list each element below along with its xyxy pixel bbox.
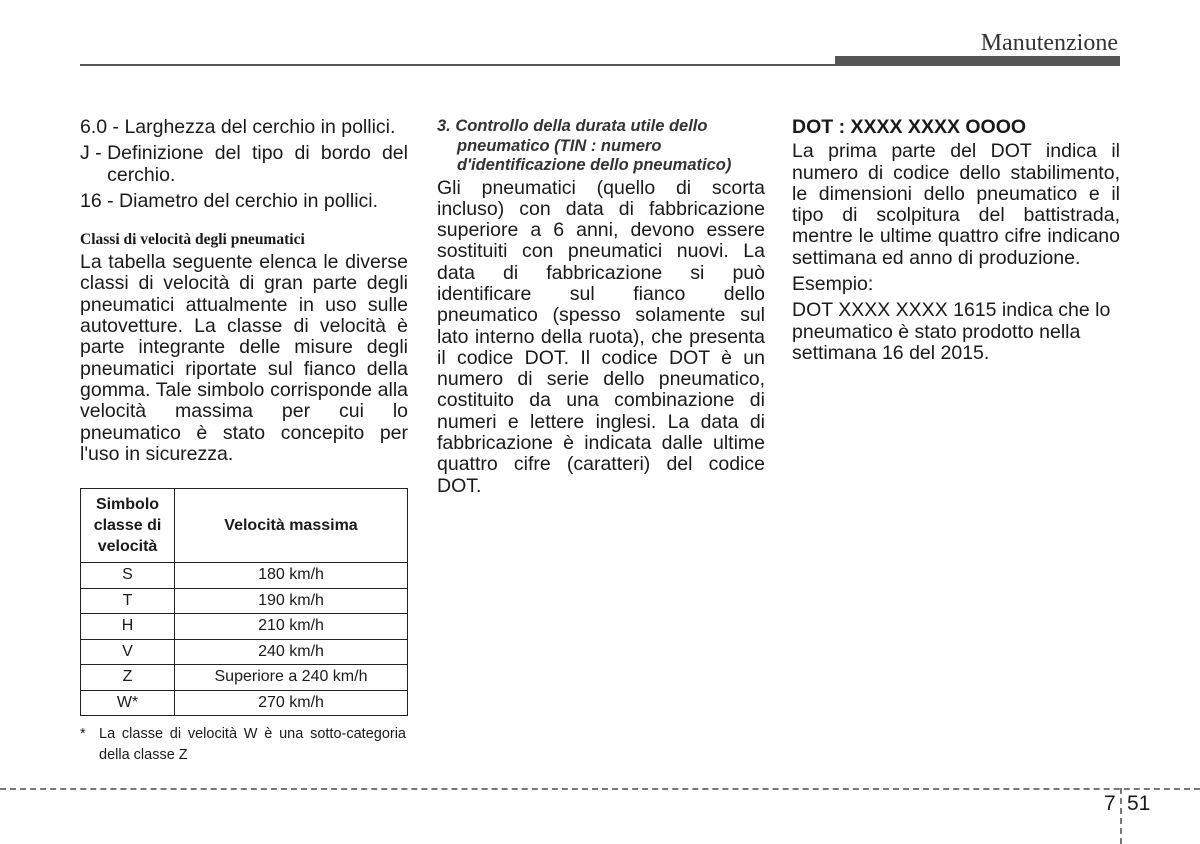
list-item-key: 16 - (80, 189, 120, 212)
table-row (81, 563, 408, 589)
table-cell-speed: 210 km/h (175, 614, 408, 640)
section-heading-number: 3. (437, 117, 451, 135)
list-item-desc: Diametro del cerchio in pollici. (119, 189, 379, 212)
table-header-speed: Velocità massima (175, 489, 408, 563)
list-item (80, 117, 408, 138)
table-cell-symbol: Z (81, 665, 175, 691)
section-subheading: Classi di velocità degli pneumatici (80, 231, 305, 249)
table-cell-symbol: W* (81, 690, 175, 716)
footer-rule (0, 788, 1200, 790)
section-heading-line: Controllo della durata utile dello (455, 117, 708, 135)
page-number: 51 (1127, 792, 1151, 815)
section-heading (437, 117, 765, 176)
table-row (81, 614, 408, 640)
section-heading-line: pneumatico (TIN : numero (457, 136, 662, 155)
footnote-mark: * (80, 726, 86, 742)
table-cell-symbol: H (81, 614, 175, 640)
table-row (81, 588, 408, 614)
table-cell-symbol: V (81, 639, 175, 665)
section-paragraph: La tabella seguente elenca le diverse classi di velocità di gran parte degli pneumatici attualmente in uso sulle autovetture. La classe di velocità è parte integrante delle misure degli pneumatici riportate sul fianco della gomma. Tale simbolo corrisponde alla velocità massima per cui lo pneumatico è stato concepito per l'uso in sicurezza. (80, 251, 408, 465)
section-paragraph: La prima parte del DOT indica il numero di codice dello stabilimento, le dimensioni dello pneumatico e il tipo di scolpitura del battistrada, mentre le ultime quattro cifre indicano settimana ed anno di produzione. (792, 140, 1120, 269)
table-row (81, 665, 408, 691)
list-item-desc: Definizione del tipo di bordo del cerchio. (107, 142, 408, 186)
speed-class-table (80, 488, 408, 716)
table-row (81, 639, 408, 665)
table-cell-speed: 270 km/h (175, 690, 408, 716)
chapter-number: 7 (1104, 792, 1116, 815)
table-cell-speed: 240 km/h (175, 639, 408, 665)
column-left (80, 117, 408, 465)
table-cell-symbol: S (81, 563, 175, 589)
list-item (80, 191, 408, 212)
table-cell-speed: 180 km/h (175, 563, 408, 589)
column-middle (437, 117, 765, 497)
table-header-row (81, 489, 408, 563)
example-label: Esempio: (792, 273, 874, 296)
table-row (81, 690, 408, 716)
list-item-desc: Larghezza del cerchio in pollici. (124, 116, 396, 138)
list-item (80, 143, 408, 186)
table-cell-speed: 190 km/h (175, 588, 408, 614)
header-rule (80, 64, 1120, 66)
table-footnote (80, 724, 406, 766)
table-cell-speed: Superiore a 240 km/h (175, 665, 408, 691)
section-paragraph: Gli pneumatici (quello di scorta incluso) con data di fabbricazione superiore a 6 anni, devono essere sostituiti con pneumatici nuovi. La data di fabbricazione si può identificare sul fianco dello pneumatico (spesso solamente sul lato interno della ruota), che presenta il codice DOT. Il codice DOT è un numero di serie dello pneumatico, costituito da una combinazione di numeri e lettere inglesi. La data di fabbricazione è indicata dalle ultime quattro cifre (caratteri) del codice DOT. (437, 176, 765, 497)
footnote-text: La classe di velocità W è una sotto-categoria della classe Z (99, 726, 406, 763)
table-header-symbol: Simbolo classe di velocità (81, 489, 175, 563)
dot-heading: DOT : XXXX XXXX OOOO (792, 116, 1027, 138)
page-header-title: Manutenzione (980, 30, 1118, 56)
list-item-key: J - (80, 142, 108, 165)
section-heading-line: d'identificazione dello pneumatico) (457, 156, 732, 174)
footer-divider (1120, 788, 1122, 844)
table-cell-symbol: T (81, 588, 175, 614)
list-item-key: 6.0 - (80, 116, 125, 138)
column-right (792, 117, 1120, 369)
section-paragraph: DOT XXXX XXXX 1615 indica che lo pneumatico è stato prodotto nella settimana 16 del 2015. (792, 299, 1111, 364)
